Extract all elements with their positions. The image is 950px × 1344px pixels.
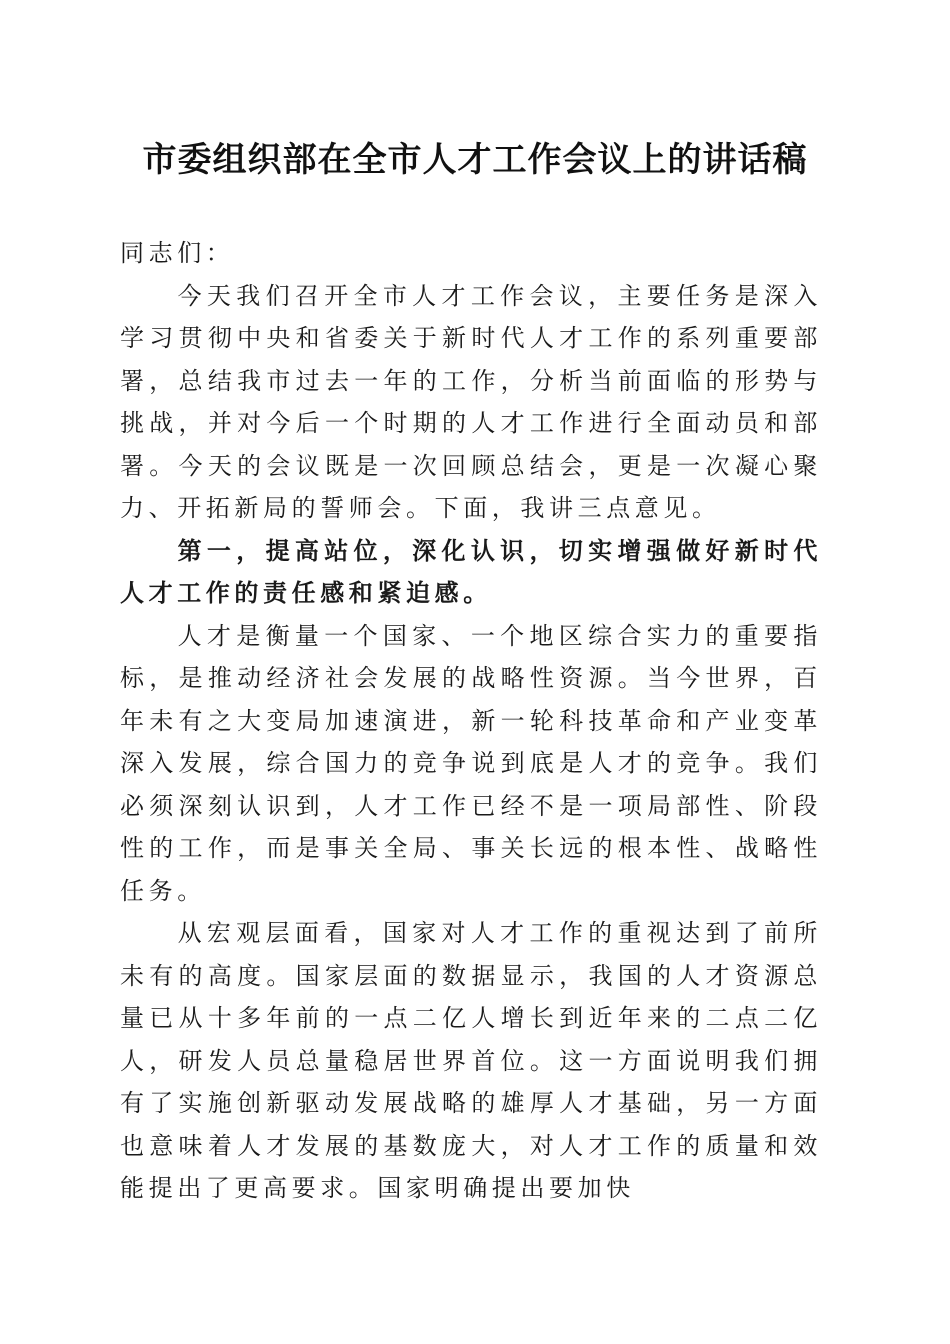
paragraph-intro: 今天我们召开全市人才工作会议，主要任务是深入学习贯彻中央和省委关于新时代人才工作的系列重要部署，总结我市过去一年的工作，分析当前面临的形势与挑战，并对今后一个时期的人才工作进行全面动员和部署。今天的会议既是一次回顾总结会，更是一次凝心聚力、开拓新局的誓师会。下面，我讲三点意见。	[120, 281, 822, 522]
salutation: 同志们：	[120, 239, 235, 267]
document-body	[120, 232, 822, 1210]
section-heading-first: 第一，提高站位，深化认识，切实增强做好新时代人才工作的责任感和紧迫感。	[120, 535, 822, 607]
paragraph-macro-level: 从宏观层面看，国家对人才工作的重视达到了前所未有的高度。国家层面的数据显示，我国的人才资源总量已从十多年前的一点二亿人增长到近年来的二点二亿人，研发人员总量稳居世界首位。这一方面说明我们拥有了实施创新驱动发展战略的雄厚人才基础，另一方面也意味着人才发展的基数庞大，对人才工作的质量和效能提出了更高要求。国家明确提出要加快	[120, 919, 822, 1202]
paragraph-talent-importance: 人才是衡量一个国家、一个地区综合实力的重要指标，是推动经济社会发展的战略性资源。当今世界，百年未有之大变局加速演进，新一轮科技革命和产业变革深入发展，综合国力的竞争说到底是人才的竞争。我们必须深刻认识到，人才工作已经不是一项局部性、阶段性的工作，而是事关全局、事关长远的根本性、战略性任务。	[120, 621, 822, 905]
document-title: 市委组织部在全市人才工作会议上的讲话稿	[142, 140, 808, 180]
